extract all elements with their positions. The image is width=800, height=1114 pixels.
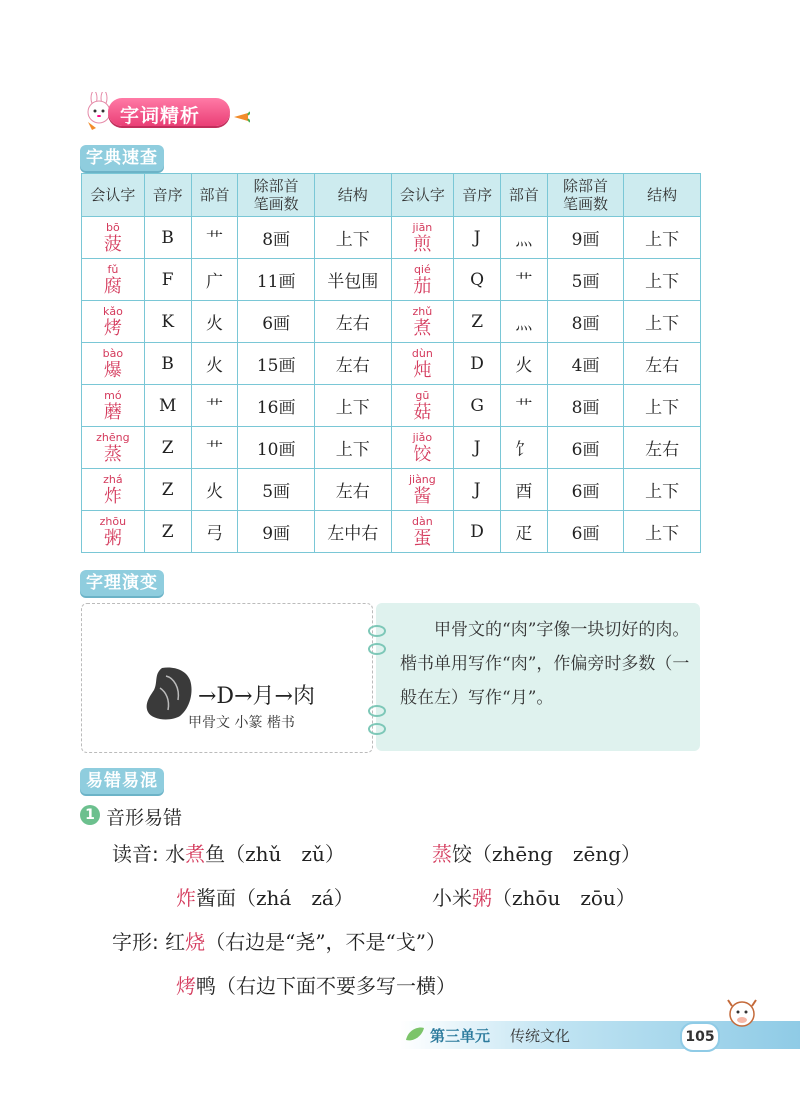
- strokes-cell: 8画: [547, 301, 624, 343]
- strokes-cell: 11画: [238, 259, 315, 301]
- pinyin: jiàng: [408, 472, 436, 486]
- table-header-row: [82, 174, 701, 217]
- pron-line-1: [112, 838, 345, 867]
- hanzi: 蘑: [103, 401, 122, 423]
- radical-cell: 艹: [501, 259, 548, 301]
- structure-cell: 上下: [624, 301, 701, 343]
- pinyin: zhōu: [99, 514, 127, 528]
- structure-cell: 左右: [314, 469, 391, 511]
- strokes-cell: 9画: [238, 511, 315, 553]
- strokes-cell: 4画: [547, 343, 624, 385]
- word-post: （zhōu zōu）: [492, 886, 636, 910]
- table-row: [82, 511, 701, 553]
- highlight-char: 蒸: [432, 842, 452, 866]
- structure-cell: 上下: [624, 385, 701, 427]
- footer-unit: 第三单元: [430, 1027, 491, 1045]
- carrot-icon: [232, 110, 250, 124]
- character-table: [81, 173, 701, 553]
- mistakes-subtitle: 音形易错: [106, 807, 183, 829]
- seq-cell: Z: [144, 427, 191, 469]
- strokes-cell: 10画: [238, 427, 315, 469]
- hanzi: 煮: [413, 317, 432, 339]
- word-post: （右边是“尧”，不是“戈”）: [205, 930, 447, 954]
- char-cell: [82, 343, 145, 385]
- structure-cell: 左右: [624, 427, 701, 469]
- structure-cell: 上下: [624, 217, 701, 259]
- glyph-line-2: [176, 970, 456, 999]
- word-post: 饺（zhēng zēng）: [452, 842, 641, 866]
- table-row: [82, 343, 701, 385]
- pinyin: jiǎo: [412, 430, 433, 444]
- char-cell: [82, 511, 145, 553]
- structure-cell: 上下: [314, 217, 391, 259]
- pinyin: qié: [413, 262, 431, 276]
- structure-cell: 上下: [624, 259, 701, 301]
- hanzi: 菇: [413, 401, 432, 423]
- footer-theme: 传统文化: [510, 1027, 571, 1045]
- hanzi: 炸: [103, 485, 122, 507]
- seq-cell: D: [454, 343, 501, 385]
- table-row: [82, 259, 701, 301]
- hanzi: 煎: [413, 233, 432, 255]
- char-cell: [391, 217, 454, 259]
- pron-line-1b: [432, 838, 641, 867]
- pinyin: bào: [102, 346, 124, 360]
- glyph-label: 字形:: [112, 930, 159, 954]
- seq-cell: J: [454, 217, 501, 259]
- pinyin: mó: [104, 388, 122, 402]
- structure-cell: 左右: [314, 343, 391, 385]
- section-evolution-header: 字理演变: [80, 570, 164, 596]
- pron-line-2: [176, 882, 354, 911]
- pinyin: zhǔ: [412, 304, 433, 318]
- word-post: 鱼（zhǔ zǔ）: [205, 842, 345, 866]
- seq-cell: Q: [454, 259, 501, 301]
- hanzi: 腐: [103, 275, 122, 297]
- table-row: [82, 217, 701, 259]
- radical-cell: 火: [501, 343, 548, 385]
- section-mistakes-header: 易错易混: [80, 768, 164, 794]
- seq-cell: F: [144, 259, 191, 301]
- seq-cell: J: [454, 469, 501, 511]
- radical-cell: 艹: [501, 385, 548, 427]
- radical-cell: 火: [191, 469, 238, 511]
- evolution-text: 甲骨文的“肉”字像一块切好的肉。楷书单用写作“肉”，作偏旁时多数（一般在左）写作“月”。: [400, 620, 690, 708]
- word-pre: 红: [165, 930, 186, 954]
- radical-cell: 火: [191, 343, 238, 385]
- structure-cell: 半包围: [314, 259, 391, 301]
- banner-title: 字词精析: [120, 105, 201, 127]
- highlight-char: 粥: [472, 886, 492, 910]
- section-dictionary-header: 字典速查: [80, 145, 164, 171]
- highlight-char: 炸: [176, 886, 196, 910]
- word-post: 酱面（zhá zá）: [196, 886, 354, 910]
- seq-cell: B: [144, 343, 191, 385]
- header-char: 会认字: [391, 174, 454, 217]
- char-cell: [391, 427, 454, 469]
- table-row: [82, 301, 701, 343]
- pinyin: kǎo: [102, 304, 123, 318]
- header-structure: 结构: [314, 174, 391, 217]
- pinyin: bō: [106, 220, 120, 234]
- seq-cell: Z: [144, 469, 191, 511]
- hanzi: 茄: [413, 275, 432, 297]
- radical-cell: 饣: [501, 427, 548, 469]
- highlight-char: 烧: [185, 930, 206, 954]
- pron-line-2b: [432, 882, 636, 911]
- strokes-cell: 8画: [547, 385, 624, 427]
- structure-cell: 左中右: [314, 511, 391, 553]
- structure-cell: 上下: [624, 469, 701, 511]
- glyph-line-1: [112, 926, 446, 955]
- structure-cell: 上下: [624, 511, 701, 553]
- table-row: [82, 385, 701, 427]
- seq-cell: Z: [454, 301, 501, 343]
- radical-cell: 艹: [191, 427, 238, 469]
- char-cell: [82, 427, 145, 469]
- hanzi: 菠: [103, 233, 122, 255]
- strokes-cell: 5画: [547, 259, 624, 301]
- strokes-cell: 6画: [547, 469, 624, 511]
- radical-cell: 灬: [501, 217, 548, 259]
- header-strokes: [547, 174, 624, 217]
- hanzi: 烤: [103, 317, 122, 339]
- pinyin: jiān: [412, 220, 433, 234]
- seq-cell: M: [144, 385, 191, 427]
- evolution-sequence: →D→月→肉: [198, 684, 315, 709]
- char-cell: [391, 385, 454, 427]
- seq-cell: Z: [144, 511, 191, 553]
- strokes-cell: 8画: [238, 217, 315, 259]
- header-seq: 音序: [144, 174, 191, 217]
- seq-cell: J: [454, 427, 501, 469]
- header-seq: 音序: [454, 174, 501, 217]
- seq-cell: G: [454, 385, 501, 427]
- pinyin: fǔ: [107, 262, 119, 276]
- highlight-char: 煮: [185, 842, 206, 866]
- header-strokes-line2: 笔画数: [563, 195, 609, 213]
- section-banner: [80, 92, 250, 132]
- char-cell: [391, 259, 454, 301]
- char-cell: [391, 511, 454, 553]
- hanzi: 爆: [103, 359, 122, 381]
- table-row: [82, 427, 701, 469]
- header-char: 会认字: [82, 174, 145, 217]
- evolution-captions: 甲骨文 小篆 楷书: [188, 715, 295, 731]
- page-number: 105: [680, 1022, 720, 1052]
- header-strokes-line1: 除部首: [253, 177, 299, 195]
- char-cell: [82, 385, 145, 427]
- strokes-cell: 16画: [238, 385, 315, 427]
- radical-cell: 艹: [191, 217, 238, 259]
- radical-cell: 酉: [501, 469, 548, 511]
- pinyin: zhá: [103, 472, 123, 486]
- radical-cell: 火: [191, 301, 238, 343]
- word-pre: 小米: [432, 886, 472, 910]
- strokes-cell: 9画: [547, 217, 624, 259]
- header-structure: 结构: [624, 174, 701, 217]
- strokes-cell: 15画: [238, 343, 315, 385]
- cow-mascot-icon: [722, 996, 762, 1032]
- strokes-cell: 6画: [547, 427, 624, 469]
- seq-cell: D: [454, 511, 501, 553]
- hanzi: 蛋: [413, 527, 432, 549]
- leaf-icon: [404, 1026, 426, 1044]
- structure-cell: 上下: [314, 385, 391, 427]
- pinyin: gū: [415, 388, 430, 402]
- strokes-cell: 5画: [238, 469, 315, 511]
- char-cell: [82, 259, 145, 301]
- char-cell: [82, 301, 145, 343]
- strokes-cell: 6画: [547, 511, 624, 553]
- pron-label: 读音:: [112, 842, 159, 866]
- hanzi: 炖: [413, 359, 432, 381]
- hanzi: 饺: [413, 443, 432, 465]
- radical-cell: 疋: [501, 511, 548, 553]
- header-radical: 部首: [501, 174, 548, 217]
- hanzi: 粥: [103, 527, 122, 549]
- header-strokes-line2: 笔画数: [253, 195, 299, 213]
- evolution-explanation-panel: [376, 603, 700, 751]
- item-number-badge: 1: [80, 805, 100, 825]
- radical-cell: 灬: [501, 301, 548, 343]
- structure-cell: 左右: [314, 301, 391, 343]
- header-strokes: [238, 174, 315, 217]
- hanzi: 酱: [413, 485, 432, 507]
- char-cell: [391, 301, 454, 343]
- highlight-char: 烤: [176, 974, 196, 998]
- structure-cell: 左右: [624, 343, 701, 385]
- radical-cell: 广: [191, 259, 238, 301]
- char-cell: [82, 217, 145, 259]
- radical-cell: 弓: [191, 511, 238, 553]
- char-cell: [82, 469, 145, 511]
- hanzi: 蒸: [103, 443, 122, 465]
- header-strokes-line1: 除部首: [563, 177, 609, 195]
- pinyin: zhēng: [96, 430, 130, 444]
- pinyin: dùn: [411, 346, 433, 360]
- char-cell: [391, 343, 454, 385]
- word-post: 鸭（右边下面不要多写一横）: [196, 974, 456, 998]
- structure-cell: 上下: [314, 427, 391, 469]
- seq-cell: B: [144, 217, 191, 259]
- char-cell: [391, 469, 454, 511]
- table-row: [82, 469, 701, 511]
- seq-cell: K: [144, 301, 191, 343]
- strokes-cell: 6画: [238, 301, 315, 343]
- header-radical: 部首: [191, 174, 238, 217]
- word-pre: 水: [165, 842, 186, 866]
- pinyin: dàn: [412, 514, 433, 528]
- radical-cell: 艹: [191, 385, 238, 427]
